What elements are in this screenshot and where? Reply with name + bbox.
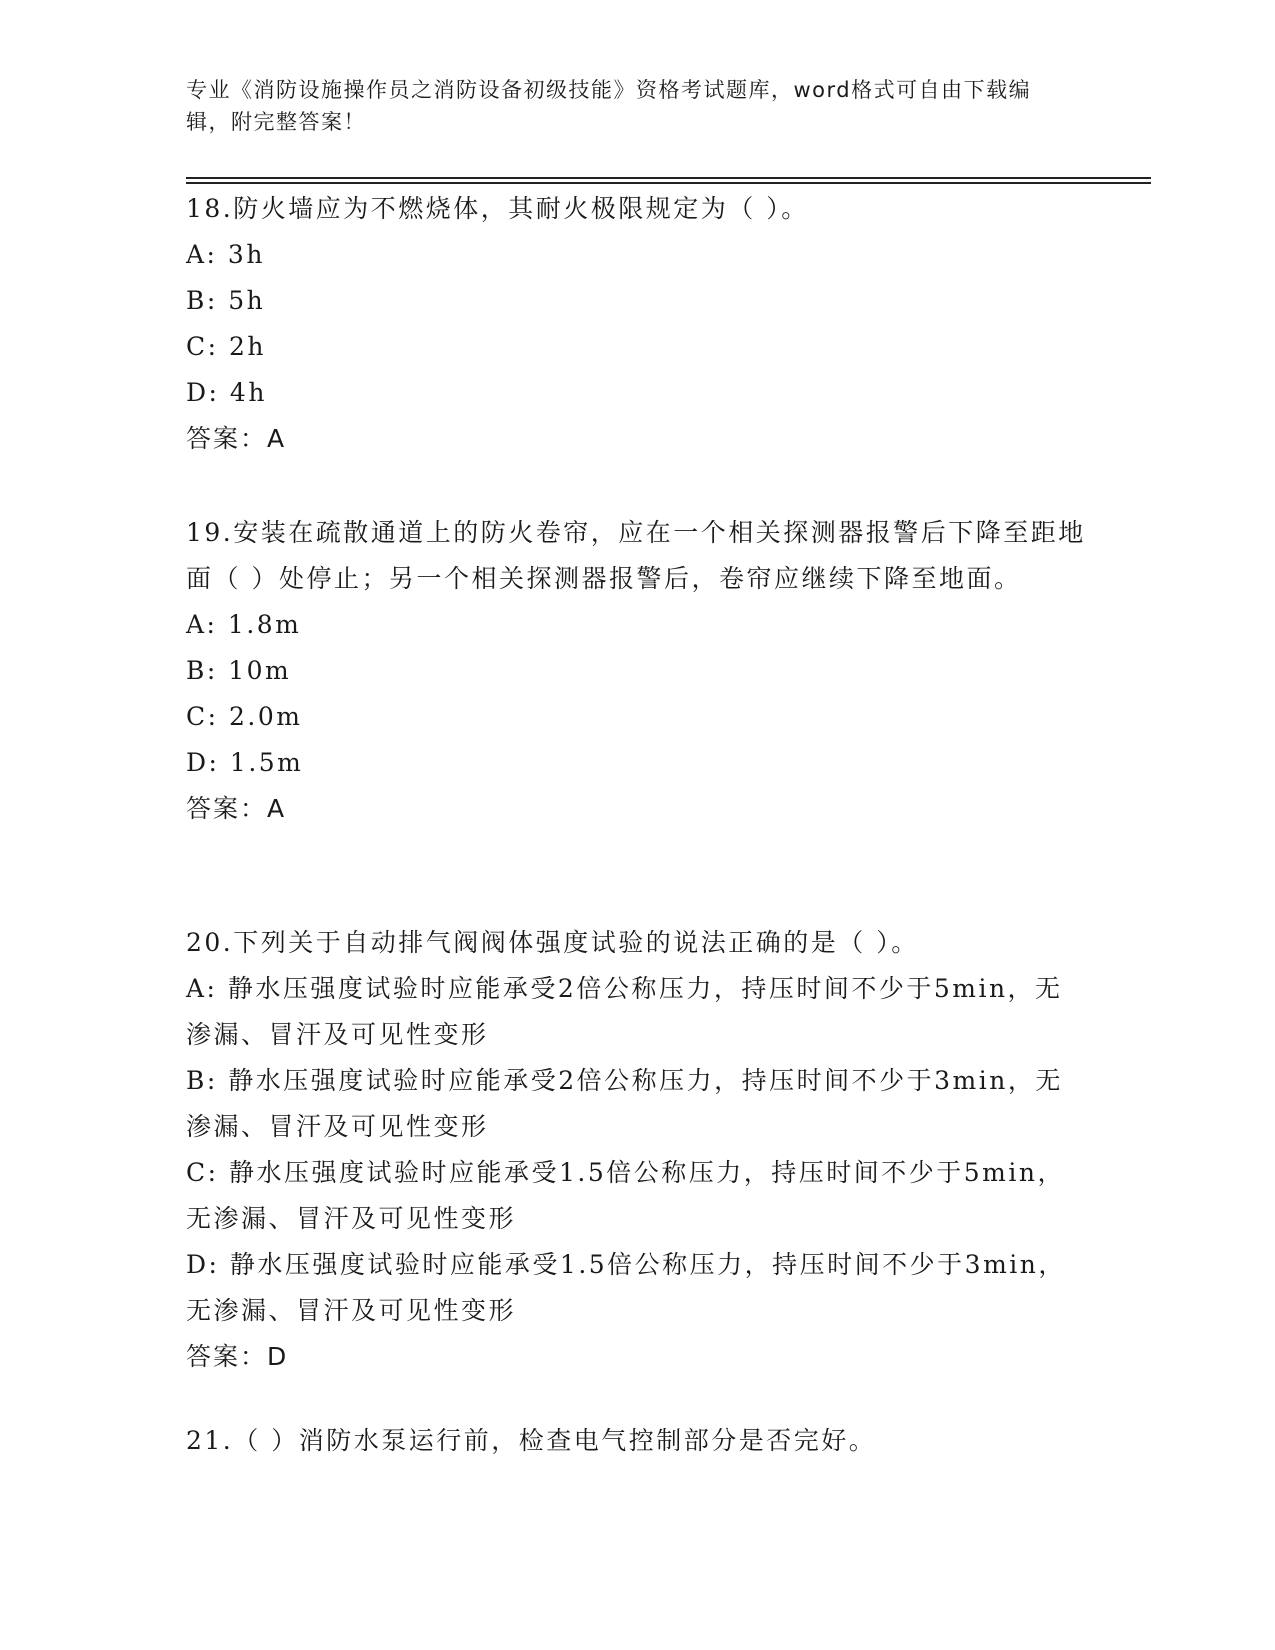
- option-b: B: 静水压强度试验时应能承受2倍公称压力，持压时间不少于3min，无渗漏、冒汗及可见性变形: [186, 1066, 1063, 1141]
- option-a: A: 1.8m: [186, 610, 302, 639]
- option-a: A: 静水压强度试验时应能承受2倍公称压力，持压时间不少于5min，无渗漏、冒汗及可见性变形: [186, 974, 1063, 1049]
- option-c: C: 静水压强度试验时应能承受1.5倍公称压力，持压时间不少于5min，无渗漏、冒汗及可见性变形: [186, 1158, 1065, 1233]
- question-18: [186, 186, 1086, 462]
- question-19: [186, 510, 1086, 832]
- option-d: D: 静水压强度试验时应能承受1.5倍公称压力，持压时间不少于3min，无渗漏、冒汗及可见性变形: [186, 1250, 1066, 1325]
- question-stem: 18.防火墙应为不燃烧体，其耐火极限规定为（ ）。: [186, 194, 809, 223]
- option-c: C: 2.0m: [186, 702, 303, 731]
- option-c: C: 2h: [186, 332, 267, 361]
- option-b: B: 10m: [186, 656, 292, 685]
- answer: 答案：A: [186, 794, 287, 823]
- option-a: A: 3h: [186, 240, 265, 269]
- document-header: 专业《消防设施操作员之消防设备初级技能》资格考试题库，word格式可自由下载编辑，附完整答案！: [186, 78, 1032, 134]
- question-20: [186, 920, 1086, 1380]
- question-stem: 19.安装在疏散通道上的防火卷帘，应在一个相关探测器报警后下降至距地面（ ）处停止；另一个相关探测器报警后，卷帘应继续下降至地面。: [186, 518, 1086, 593]
- option-b: B: 5h: [186, 286, 266, 315]
- header-divider-top: [186, 177, 1151, 179]
- answer: 答案：A: [186, 424, 287, 453]
- question-21: [186, 1418, 1086, 1464]
- answer: 答案：D: [186, 1342, 289, 1371]
- question-stem: 21.（ ）消防水泵运行前，检查电气控制部分是否完好。: [186, 1426, 877, 1455]
- option-d: D: 4h: [186, 378, 267, 407]
- header-divider-bottom: [186, 182, 1151, 184]
- option-d: D: 1.5m: [186, 748, 304, 777]
- question-stem: 20.下列关于自动排气阀阀体强度试验的说法正确的是（ ）。: [186, 928, 919, 957]
